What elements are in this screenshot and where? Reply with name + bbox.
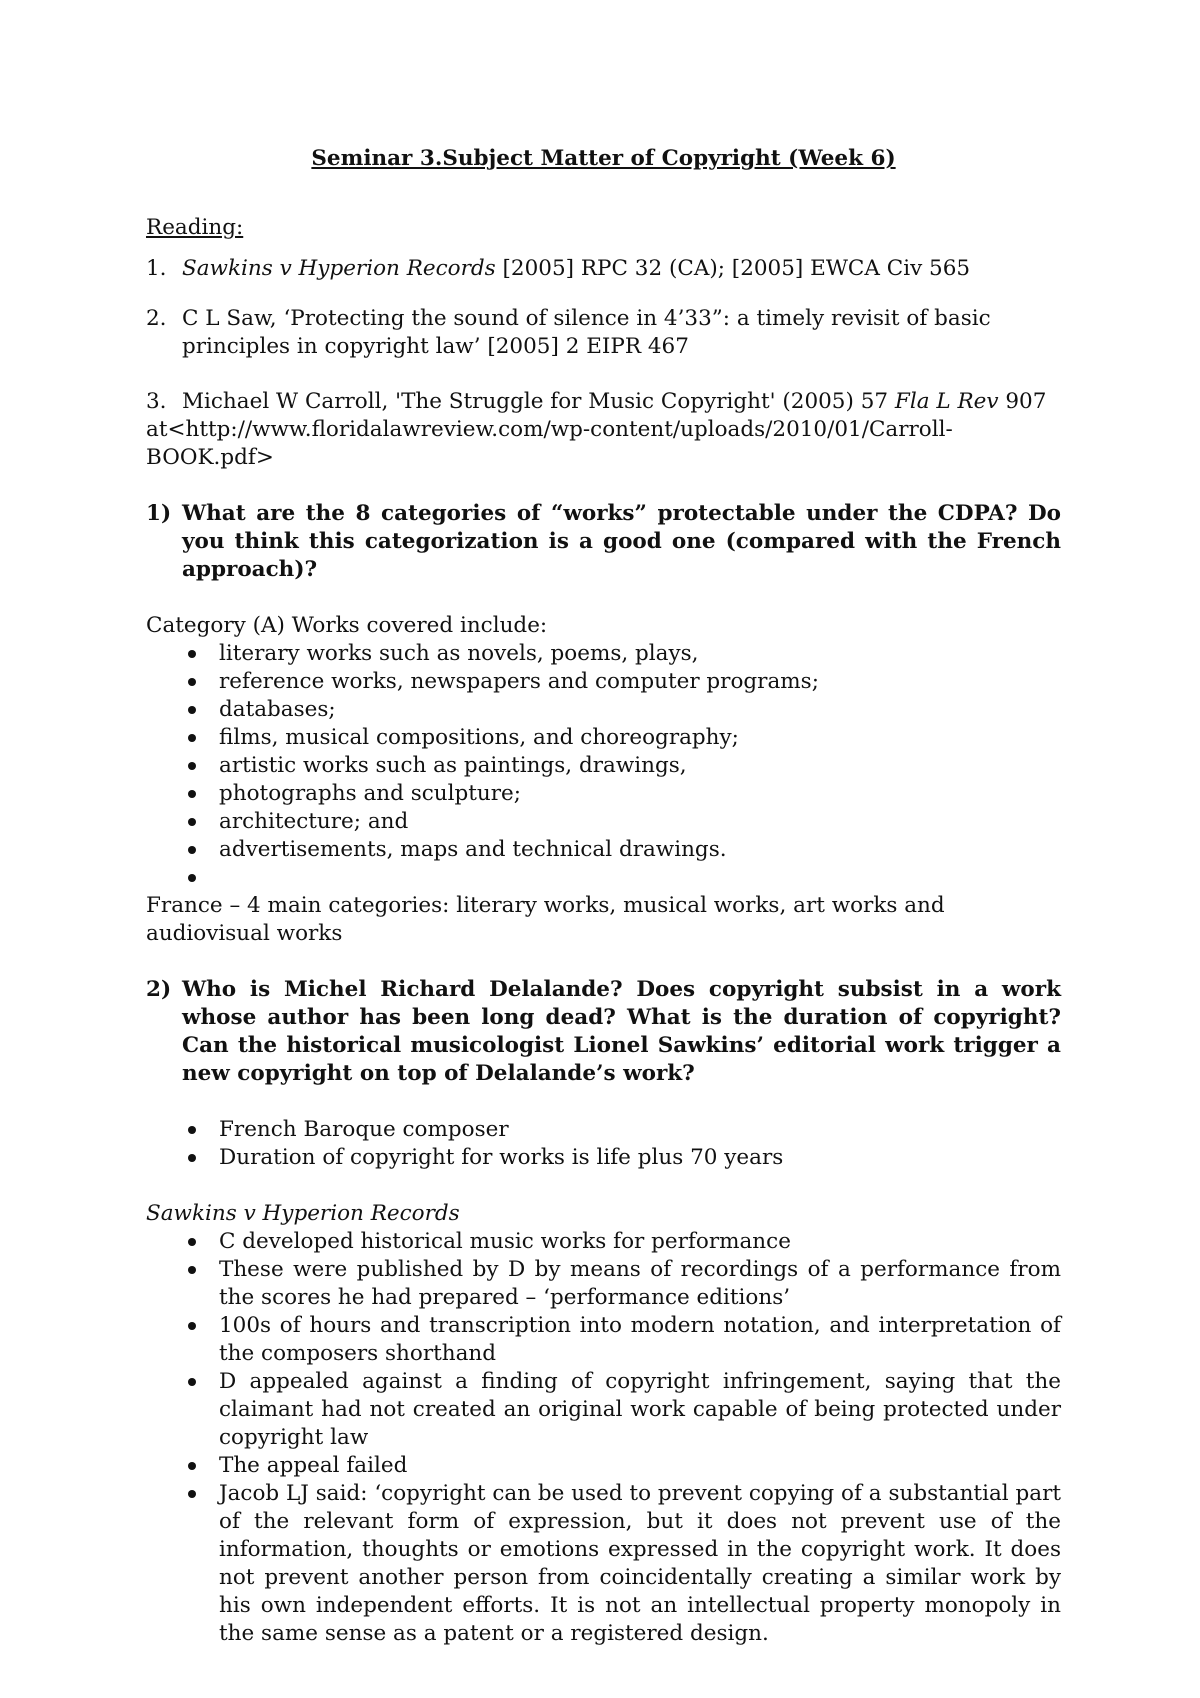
reference-url: at<http://www.floridalawreview.com/wp-content/uploads/2010/01/Carroll-BOOK.pdf>	[146, 417, 953, 470]
reference-text: C L Saw, ‘Protecting the sound of silence in 4’33”: a timely revisit of basic principles in copyright law’ [2005] 2 EIPR 467	[182, 306, 991, 359]
reference-text: Michael W Carroll, 'The Struggle for Music Copyright' (2005) 57 Fla L Rev 907	[182, 389, 1047, 414]
empty-list-item	[146, 864, 1061, 892]
reference-3	[146, 388, 1061, 472]
reference-number: 1.	[146, 256, 167, 281]
list-item: French Baroque composer	[146, 1116, 1061, 1144]
reference-text	[182, 255, 1061, 283]
list-item: Duration of copyright for works is life plus 70 years	[146, 1144, 1061, 1172]
list-item: artistic works such as paintings, drawings,	[146, 752, 1061, 780]
journal-name: Fla L Rev	[894, 389, 999, 414]
question-text: What are the 8 categories of “works” protectable under the CDPA? Do you think this categorization is a good one (compared with the French approach)?	[182, 501, 1061, 582]
reference-number: 2.	[146, 306, 167, 331]
category-intro: Category (A) Works covered include:	[146, 613, 548, 638]
france-line: France – 4 main categories: literary works, musical works, art works and audiovisual works	[146, 893, 945, 946]
reference-1	[146, 255, 1061, 283]
list-item: Jacob LJ said: ‘copyright can be used to prevent copying of a substantial part of the relevant form of expression, but it does not prevent use of the information, thoughts or emotions expressed in the copyright work. It does not prevent another person from coincidentally creating a similar work by his own independent efforts. It is not an intellectual property monopoly in the same sense as a patent or a registered design.	[146, 1480, 1061, 1648]
case-name: Sawkins v Hyperion Records	[182, 256, 496, 281]
question-number: 1)	[146, 501, 172, 526]
question-text: Who is Michel Richard Delalande? Does copyright subsist in a work whose author has been long dead? What is the duration of copyright? Can the historical musicologist Lionel Sawkins’ editorial work trigger a new copyright on top of Delalande’s work?	[182, 977, 1061, 1086]
list-item: 100s of hours and transcription into modern notation, and interpretation of the composers shorthand	[146, 1312, 1061, 1368]
list-item: reference works, newspapers and computer programs;	[146, 668, 1061, 696]
list-item: databases;	[146, 696, 1061, 724]
citation: [2005] RPC 32 (CA); [2005] EWCA Civ 565	[495, 256, 971, 281]
question-2	[146, 976, 1061, 1088]
question-1	[146, 500, 1061, 584]
case-list	[146, 1228, 1061, 1648]
list-item: films, musical compositions, and choreography;	[146, 724, 1061, 752]
case-heading: Sawkins v Hyperion Records	[146, 1201, 460, 1226]
list-item: architecture; and	[146, 808, 1061, 836]
reading-heading: Reading:	[146, 215, 244, 240]
reference-2	[146, 305, 1061, 361]
list-item: C developed historical music works for performance	[146, 1228, 1061, 1256]
list-item: D appealed against a finding of copyright infringement, saying that the claimant had not created an original work capable of being protected under copyright law	[146, 1368, 1061, 1452]
list-item: The appeal failed	[146, 1452, 1061, 1480]
list-item: literary works such as novels, poems, plays,	[146, 640, 1061, 668]
question-number: 2)	[146, 977, 172, 1002]
page-title: Seminar 3.Subject Matter of Copyright (Week 6)	[311, 146, 896, 171]
q2-answer-list	[146, 1116, 1061, 1172]
list-item: photographs and sculpture;	[146, 780, 1061, 808]
category-list	[146, 640, 1061, 892]
list-item: advertisements, maps and technical drawings.	[146, 836, 1061, 864]
document-body	[146, 145, 1061, 1648]
list-item: These were published by D by means of recordings of a performance from the scores he had prepared – ‘performance editions’	[146, 1256, 1061, 1312]
reference-number: 3.	[146, 389, 167, 414]
